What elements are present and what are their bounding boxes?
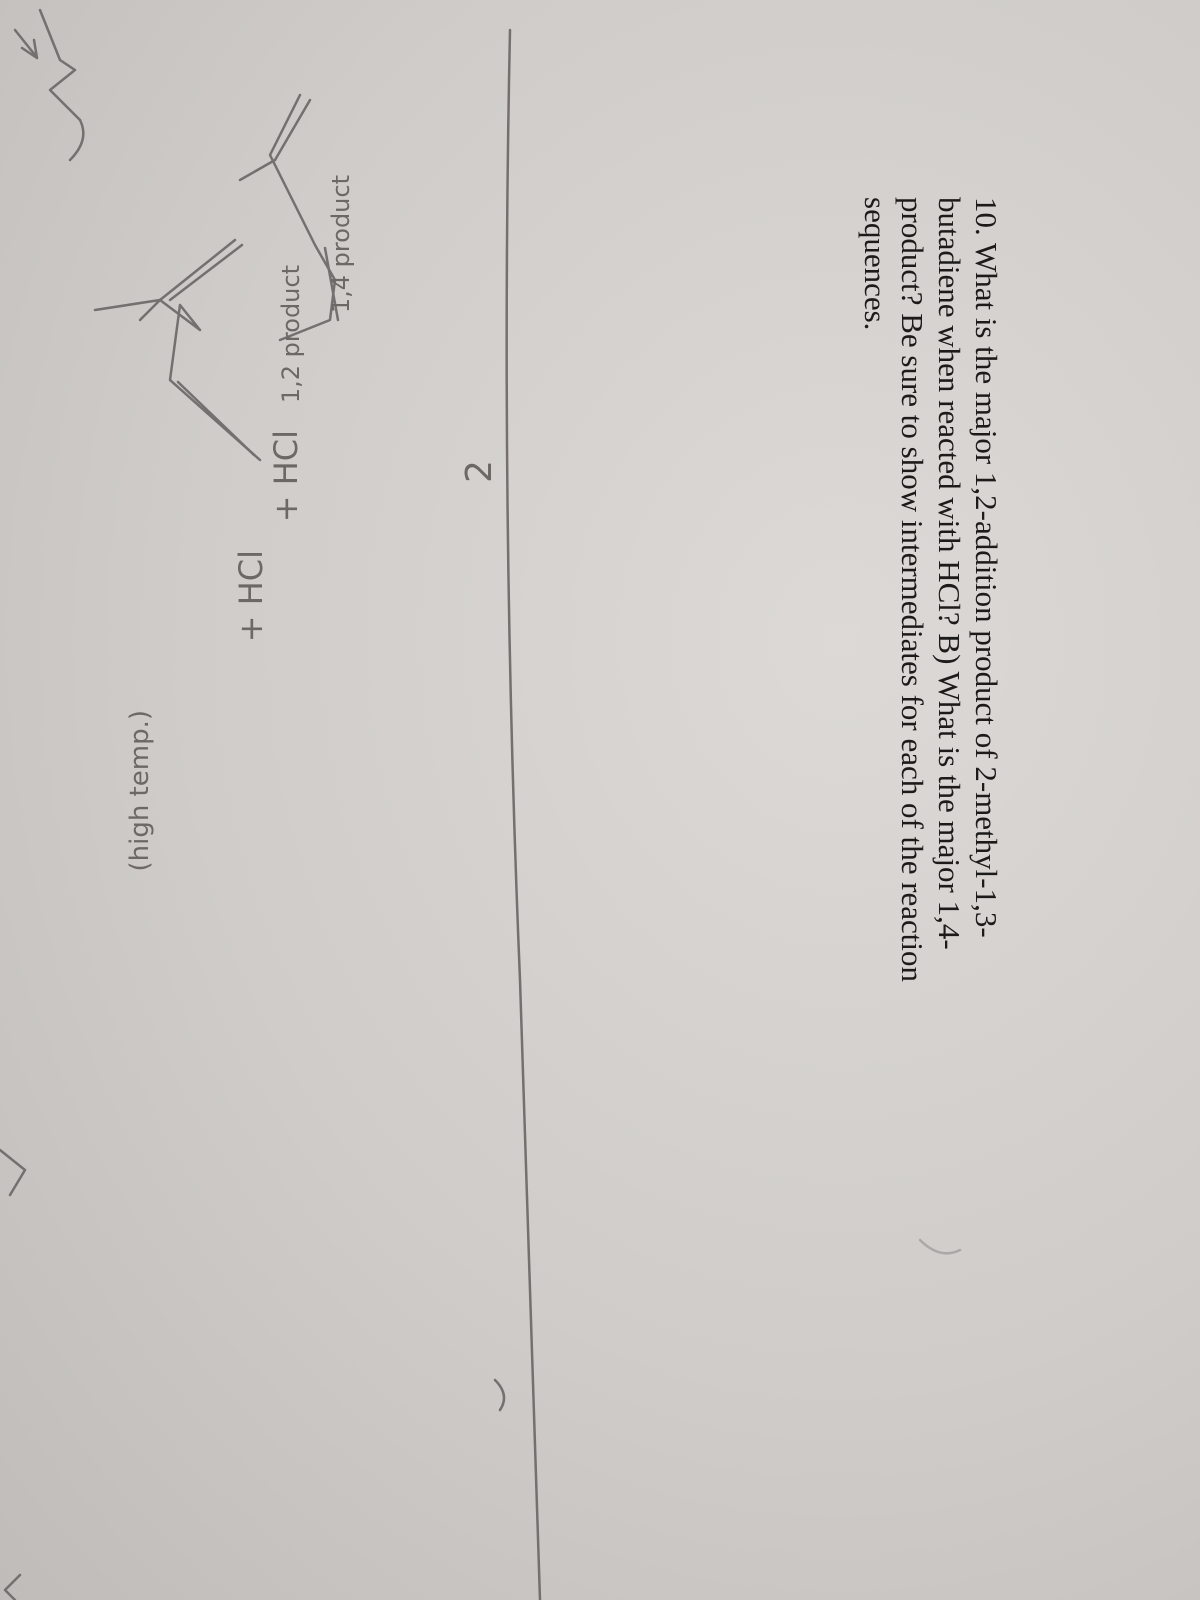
double-bond-1a: [170, 245, 242, 300]
methyl-2: [240, 160, 275, 180]
divider-line: [507, 30, 540, 1600]
question-text: [857, 197, 1005, 982]
diene-structure-1: [160, 240, 260, 460]
corner-sketch-right-2: [5, 1575, 20, 1600]
plus-hcl-2: + HCl: [267, 430, 305, 523]
plus-hcl-1: + HCl: [232, 550, 270, 643]
corner-curve: [70, 120, 83, 160]
scribble: [920, 1240, 960, 1253]
label-1-2-product: 1,2 product: [277, 265, 305, 404]
bracket-curve: [495, 1380, 504, 1410]
question-line-2: butadiene when reacted with HCl? B) What is the major 1,4-: [932, 197, 967, 950]
question-line-3: product? Be sure to show intermediates for each of the reaction: [895, 197, 930, 983]
question-line-4: sequences.: [858, 197, 893, 331]
label-1-4-product: 1,4 product: [327, 175, 355, 314]
note-high-temp: (high temp.): [125, 710, 155, 872]
question-line-1: 10. What is the major 1,2-addition product of 2-methyl-1,3-: [969, 197, 1004, 938]
double-bond-1b: [178, 382, 254, 455]
corner-arrow: [15, 30, 37, 58]
corner-sketch-right: [0, 1150, 25, 1195]
number-2: 2: [459, 460, 500, 483]
corner-sketch: [40, 10, 80, 120]
